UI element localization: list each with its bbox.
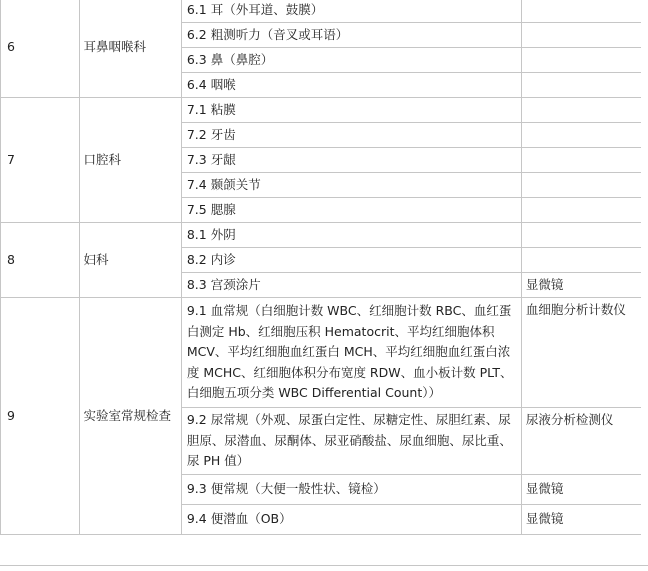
- equipment-cell: [521, 148, 647, 173]
- exam-item: 7.3 牙龈: [181, 148, 521, 173]
- equipment-cell: 显微镜: [521, 505, 647, 535]
- page-right-margin: [641, 0, 648, 570]
- equipment-cell: 血细胞分析计数仪: [521, 298, 647, 408]
- exam-item: 9.1 血常规（白细胞计数 WBC、红细胞计数 RBC、血红蛋白测定 Hb、红细胞压积 Hematocrit、平均红细胞体积 MCV、平均红细胞血红蛋白 MCH、平均红细胞血红蛋白浓度 MCHC、红细胞体积分布宽度 RDW、血小板计数 PLT、白细胞五项分类 WBC Differential Count））: [181, 298, 521, 408]
- exam-item: 6.3 鼻（鼻腔）: [181, 48, 521, 73]
- equipment-cell: [521, 48, 647, 73]
- department-name: 妇科: [79, 223, 181, 298]
- section-number: 7: [1, 98, 80, 223]
- table-row: [1, 98, 648, 123]
- equipment-cell: [521, 123, 647, 148]
- equipment-cell: 显微镜: [521, 273, 647, 298]
- equipment-cell: 显微镜: [521, 475, 647, 505]
- exam-item: 7.4 颞颌关节: [181, 173, 521, 198]
- section-number: 9: [1, 298, 80, 535]
- exam-item: 9.2 尿常规（外观、尿蛋白定性、尿糖定性、尿胆红素、尿胆原、尿潜血、尿酮体、尿亚硝酸盐、尿血细胞、尿比重、尿 PH 值）: [181, 408, 521, 475]
- section-number: 8: [1, 223, 80, 298]
- exam-item: 7.1 粘膜: [181, 98, 521, 123]
- section-number: 6: [1, 0, 80, 98]
- exam-item: 9.3 便常规（大便一般性状、镜检）: [181, 475, 521, 505]
- department-name: 实验室常规检查: [79, 298, 181, 535]
- table-row: [1, 223, 648, 248]
- department-name: 口腔科: [79, 98, 181, 223]
- equipment-cell: [521, 0, 647, 23]
- table-row: [1, 298, 648, 408]
- exam-item: 6.2 粗测听力（音叉或耳语）: [181, 23, 521, 48]
- equipment-cell: 尿液分析检测仪: [521, 408, 647, 475]
- table-row: [1, 0, 648, 23]
- exam-item: 7.5 腮腺: [181, 198, 521, 223]
- exam-item: 7.2 牙齿: [181, 123, 521, 148]
- exam-item: 8.1 外阴: [181, 223, 521, 248]
- exam-item: 8.3 宫颈涂片: [181, 273, 521, 298]
- equipment-cell: [521, 23, 647, 48]
- table-bottom-border: [0, 565, 648, 571]
- equipment-cell: [521, 223, 647, 248]
- exam-item: 6.4 咽喉: [181, 73, 521, 98]
- department-name: 耳鼻咽喉科: [79, 0, 181, 98]
- exam-item: 8.2 内诊: [181, 248, 521, 273]
- equipment-cell: [521, 73, 647, 98]
- equipment-cell: [521, 173, 647, 198]
- equipment-cell: [521, 198, 647, 223]
- equipment-cell: [521, 98, 647, 123]
- exam-item: 6.1 耳（外耳道、鼓膜）: [181, 0, 521, 23]
- exam-item: 9.4 便潜血（OB）: [181, 505, 521, 535]
- equipment-cell: [521, 248, 647, 273]
